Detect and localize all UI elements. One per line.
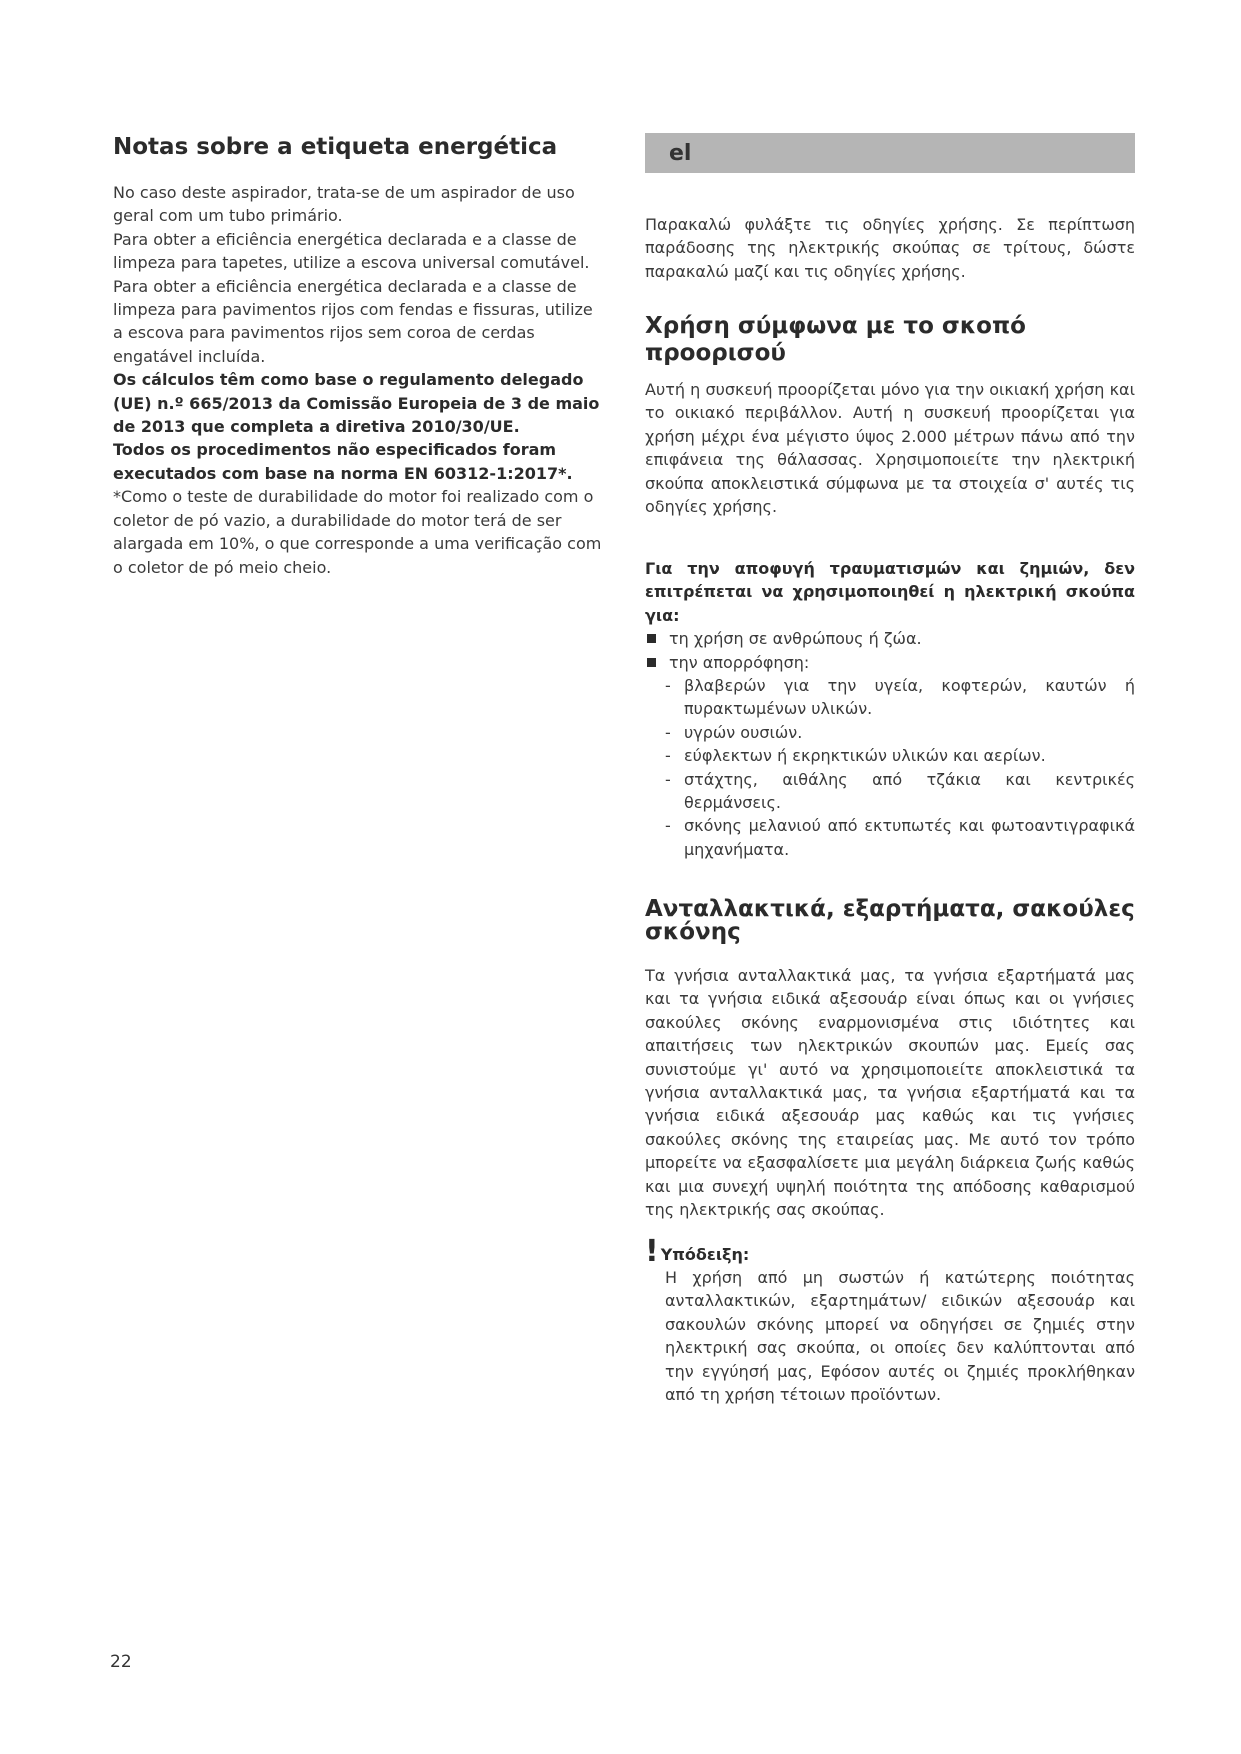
list-item: - σκόνης μελανιού από εκτυπωτές και φωτοαντιγραφικά μηχανήματα. [665, 816, 1135, 859]
page-number: 22 [110, 1652, 132, 1672]
warning-block [645, 557, 1135, 861]
square-bullet-icon [647, 658, 656, 667]
paragraph-footnote: *Como o teste de durabilidade do motor foi realizado com o coletor de pó vazio, a durabilidade do motor terá de ser alargada em 10%, o que corresponde a uma verificação com o coletor de pó meio cheio. [113, 487, 602, 577]
paragraph-standard: Todos os procedimentos não especificados foram executados com base na norma EN 60312-1:2017*. [113, 440, 573, 483]
note-heading [645, 1234, 1135, 1269]
note-text: Η χρήση από μη σωστών ή κατώτερης ποιότητας ανταλλακτικών, εξαρτημάτων/ ειδικών αξεσουάρ και σακουλών σκόνης μπορεί να οδηγήσει σε ζημιές στην ηλεκτρική σας σκούπα, οι οποίες δεν καλύπτονται από την εγγύησή μας, Εφόσον αυτές οι ζημιές προκλήθηκαν από τη χρήση τέτοιων προϊόντων. [665, 1268, 1135, 1405]
spare-parts-heading: Ανταλλακτικά, εξαρτήματα, σακούλες σκόνης [645, 896, 1135, 945]
note-title: Υπόδειξη: [660, 1245, 750, 1264]
list-item: - υγρών ουσιών. [665, 722, 803, 742]
suction-sublist [645, 674, 1135, 861]
spare-parts-text: Τα γνήσια ανταλλακτικά μας, τα γνήσια εξαρτήματά μας και τα γνήσια ειδικά αξεσουάρ είναι όπως και οι γνήσιες σακούλες σκόνης εναρμονισμένα στις ιδιότητες και απαιτήσεις των ηλεκτρικών σκουπών μας. Εμείς σας συνιστούμε γι' αυτό να χρησιμοποιείτε αποκλειστικά τα γνήσια ανταλλακτικά μας, τα γνήσια εξαρτήματά και τα γνήσια ειδικά αξεσουάρ μας καθώς και τις γνήσιες σακούλες σκόνης της εταιρείας μας. Με αυτό τον τρόπο μπορείτε να εξασφαλίσετε μια μεγάλη διάρκεια ζωής καθώς και μια συνεχή υψηλή ποιότητα της απόδοσης καθαρισμού της ηλεκτρικής σας σκούπας. [645, 966, 1135, 1220]
energy-label-heading: Notas sobre a etiqueta energética [113, 134, 558, 160]
warning-list [645, 627, 1135, 674]
list-item: - στάχτης, αιθάλης από τζάκια και κεντρικές θερμάνσεις. [665, 769, 1135, 813]
list-item: - εύφλεκτων ή εκρηκτικών υλικών και αερίων. [665, 746, 1046, 766]
list-item: - βλαβερών για την υγεία, κοφτερών, καυτών ή πυρακτωμένων υλικών. [665, 676, 1135, 719]
paragraph-regulation: Os cálculos têm como base o regulamento delegado (UE) n.º 665/2013 da Comissão Europeia de 3 de maio de 2013 que completa a diretiva 2010/30/UE. [113, 370, 600, 437]
intended-use-text: Αυτή η συσκευή προορίζεται μόνο για την οικιακή χρήση και το οικιακό περιβάλλον. Αυτή η συσκευή προορίζεται για χρήση μέχρι ένα μέγιστο ύψος 2.000 μέτρων πάνω από την επιφάνεια της θάλασσας. Χρησιμοποιείτε την ηλεκτρική σκούπα αποκλειστικά σύμφωνα με τα στοιχεία σ' αυτές τις οδηγίες χρήσης. [645, 380, 1135, 517]
paragraph-carpets: Para obter a eficiência energética declarada e a classe de limpeza para tapetes, utilize a escova universal comutável. [113, 229, 590, 273]
warning-heading: Για την αποφυγή τραυματισμών και ζημιών, δεν επιτρέπεται να χρησιμοποιηθεί η ηλεκτρική σκούπα για: [645, 559, 1135, 625]
list-item: την απορρόφηση: [645, 651, 1135, 674]
language-code: el [669, 141, 692, 166]
list-item: τη χρήση σε ανθρώπους ή ζώα. [645, 627, 1135, 650]
language-bar [645, 133, 1135, 173]
note-block [645, 1234, 1135, 1406]
intro-text: Παρακαλώ φυλάξτε τις οδηγίες χρήσης. Σε περίπτωση παράδοσης της ηλεκτρικής σκούπας σε τρίτους, δώστε παρακαλώ μαζί και τις οδηγίες χρήσης. [645, 215, 1135, 281]
intended-use-heading: Χρήση σύμφωνα με το σκοπό προορισού [645, 313, 1026, 366]
paragraph-general-use: No caso deste aspirador, trata-se de um aspirador de uso geral com um tubo primário. [113, 183, 575, 226]
exclamation-icon: ! [645, 1234, 659, 1269]
square-bullet-icon [647, 634, 656, 643]
energy-label-body [113, 181, 603, 579]
paragraph-hard-floors: Para obter a eficiência energética declarada e a classe de limpeza para pavimentos rijos com fendas e fissuras, utilize a escova para pavimentos rijos sem coroa de cerdas engatável incluída. [113, 276, 593, 366]
